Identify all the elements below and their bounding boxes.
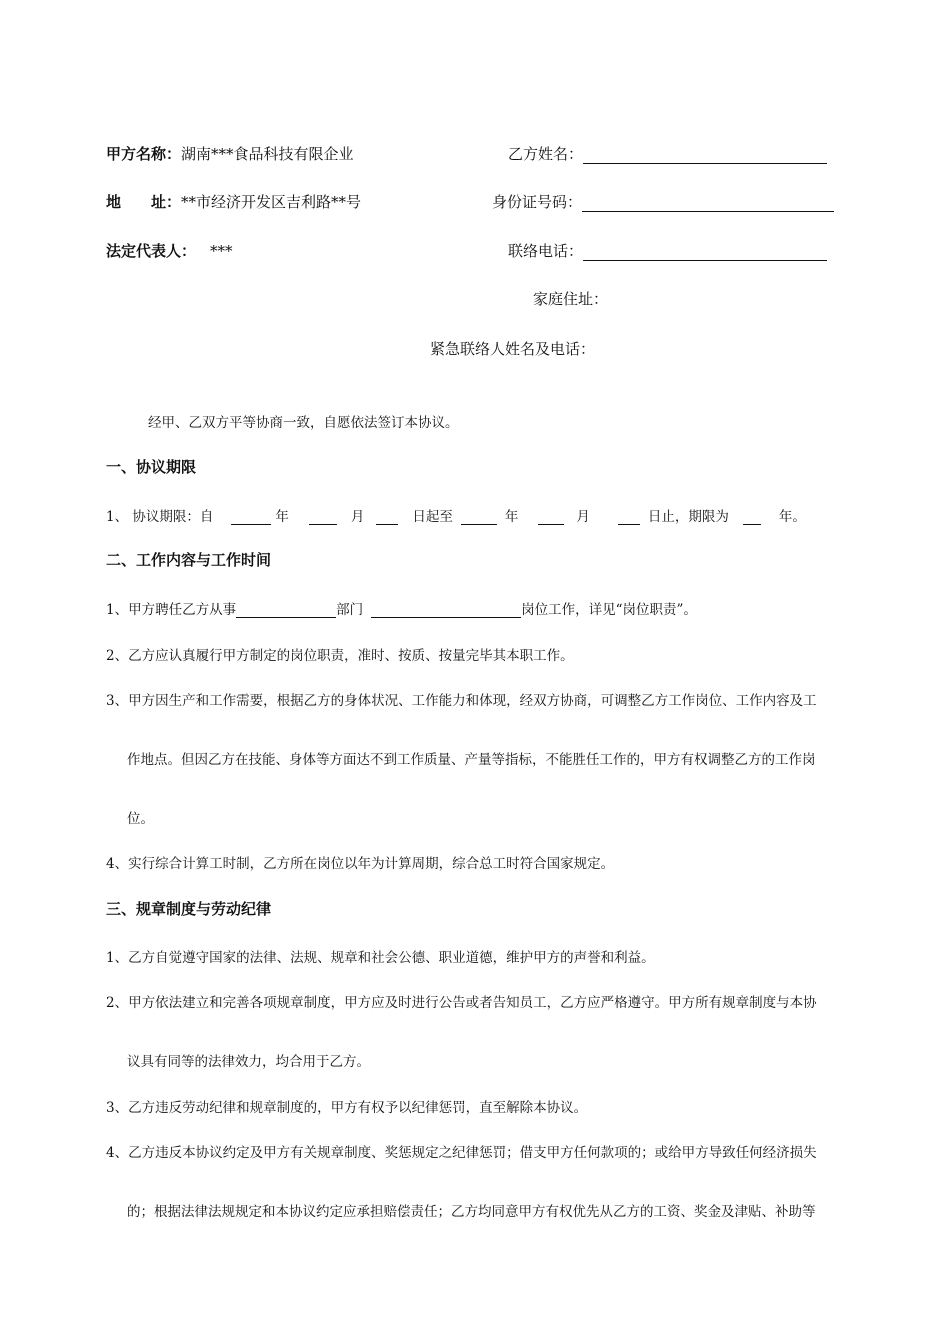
- section2-item2: 2、乙方应认真履行甲方制定的岗位职责，准时、按质、按量完毕其本职工作。: [106, 648, 574, 664]
- party-a-rep-row: [106, 240, 233, 261]
- start-month-blank: [289, 511, 351, 525]
- party-a-name-value: 湖南***食品科技有限企业: [181, 145, 354, 163]
- party-a-address-label: 地 址：: [106, 193, 182, 211]
- section2-item3-line2: 作地点。但因乙方在技能、身体等方面达不到工作质量、产量等指标，不能胜任工作的，甲方有权调整乙方的工作岗: [127, 752, 816, 768]
- month-label: 月: [350, 509, 365, 525]
- party-a-rep-label: 法定代表人：: [106, 242, 197, 260]
- party-b-id-row: [492, 191, 834, 212]
- party-b-phone-blank: [583, 244, 827, 261]
- section3-item2-line2: 议具有同等的法律效力，均合用于乙方。: [127, 1054, 370, 1070]
- party-b-phone-label: 联络电话：: [508, 242, 584, 260]
- section3-item3: 3、乙方违反劳动纪律和规章制度的，甲方有权予以纪律惩罚，直至解除本协议。: [106, 1100, 588, 1116]
- section2-item3-line1: 3、甲方因生产和工作需要，根据乙方的身体状况、工作能力和体现，经双方协商，可调整乙方工作岗位、工作内容及工: [106, 693, 817, 709]
- end-label: 年。: [778, 509, 806, 525]
- start-year-blank: [213, 511, 275, 525]
- party-b-emergency-label: 紧急联络人姓名及电话：: [430, 340, 596, 358]
- section2-item1: [106, 598, 697, 618]
- party-b-home-label: 家庭住址：: [533, 290, 609, 308]
- party-a-address-row: [106, 191, 361, 212]
- section2-item4: 4、实行综合计算工时制，乙方所在岗位以年为计算周期，综合总工时符合国家规定。: [106, 856, 615, 872]
- section3-item4-line1: 4、乙方违反本协议约定及甲方有关规章制度、奖惩规定之纪律惩罚；借支甲方任何款项的；或给甲方导致任何经济损失: [106, 1145, 817, 1161]
- section3-item1: 1、乙方自觉遵守国家的法律、法规、规章和社会公德、职业道德，维护甲方的声誉和利益。: [106, 950, 655, 966]
- section3-title: 三、规章制度与劳动纪律: [106, 900, 272, 918]
- party-b-phone-row: [508, 240, 827, 261]
- year-label: 年: [275, 509, 289, 525]
- section1-item1: [106, 505, 806, 525]
- party-b-name-label: 乙方姓名：: [508, 145, 584, 163]
- party-b-id-label: 身份证号码：: [492, 193, 583, 211]
- section1-title: 一、协议期限: [106, 458, 197, 476]
- party-b-name-row: [508, 143, 827, 164]
- job-blank: [236, 603, 336, 618]
- term-prefix: 1、 协议期限：自: [106, 509, 214, 525]
- party-a-rep-value: ***: [210, 242, 233, 260]
- item1-c: 岗位工作，详见“岗位职责”。: [521, 602, 697, 618]
- end-month-blank: [518, 511, 576, 525]
- dept-blank: [371, 603, 521, 618]
- section3-item2-line1: 2、甲方依法建立和完善各项规章制度，甲方应及时进行公告或者告知员工，乙方应严格遵守。甲方所有规章制度与本协: [106, 995, 817, 1011]
- end-day-blank: [590, 511, 648, 525]
- year-label-2: 年: [504, 509, 519, 525]
- party-a-name-label: 甲方名称：: [106, 145, 182, 163]
- party-a-address-value: **市经济开发区吉利路**号: [181, 193, 362, 211]
- party-b-name-blank: [583, 147, 827, 164]
- duration-blank: [729, 511, 779, 525]
- intro-text: 经甲、乙双方平等协商一致，自愿依法签订本协议。: [148, 415, 459, 431]
- start-day-blank: [364, 511, 412, 525]
- section3-item4-line2: 的；根据法律法规规定和本协议约定应承担赔偿责任；乙方均同意甲方有权优先从乙方的工资、奖金及津贴、补助等: [127, 1204, 816, 1220]
- party-b-id-blank: [582, 195, 834, 212]
- party-a-name-row: [106, 143, 354, 164]
- from-to-label: 日起至: [412, 509, 453, 525]
- item1-a: 1、甲方聘任乙方从事: [106, 602, 237, 618]
- section2-title: 二、工作内容与工作时间: [106, 551, 272, 569]
- month-label-2: 月: [576, 509, 590, 525]
- end-year-blank: [453, 511, 505, 525]
- until-label: 日止，期限为: [647, 509, 729, 525]
- section2-item3-line3: 位。: [127, 811, 154, 827]
- item1-b: 部门: [336, 602, 364, 618]
